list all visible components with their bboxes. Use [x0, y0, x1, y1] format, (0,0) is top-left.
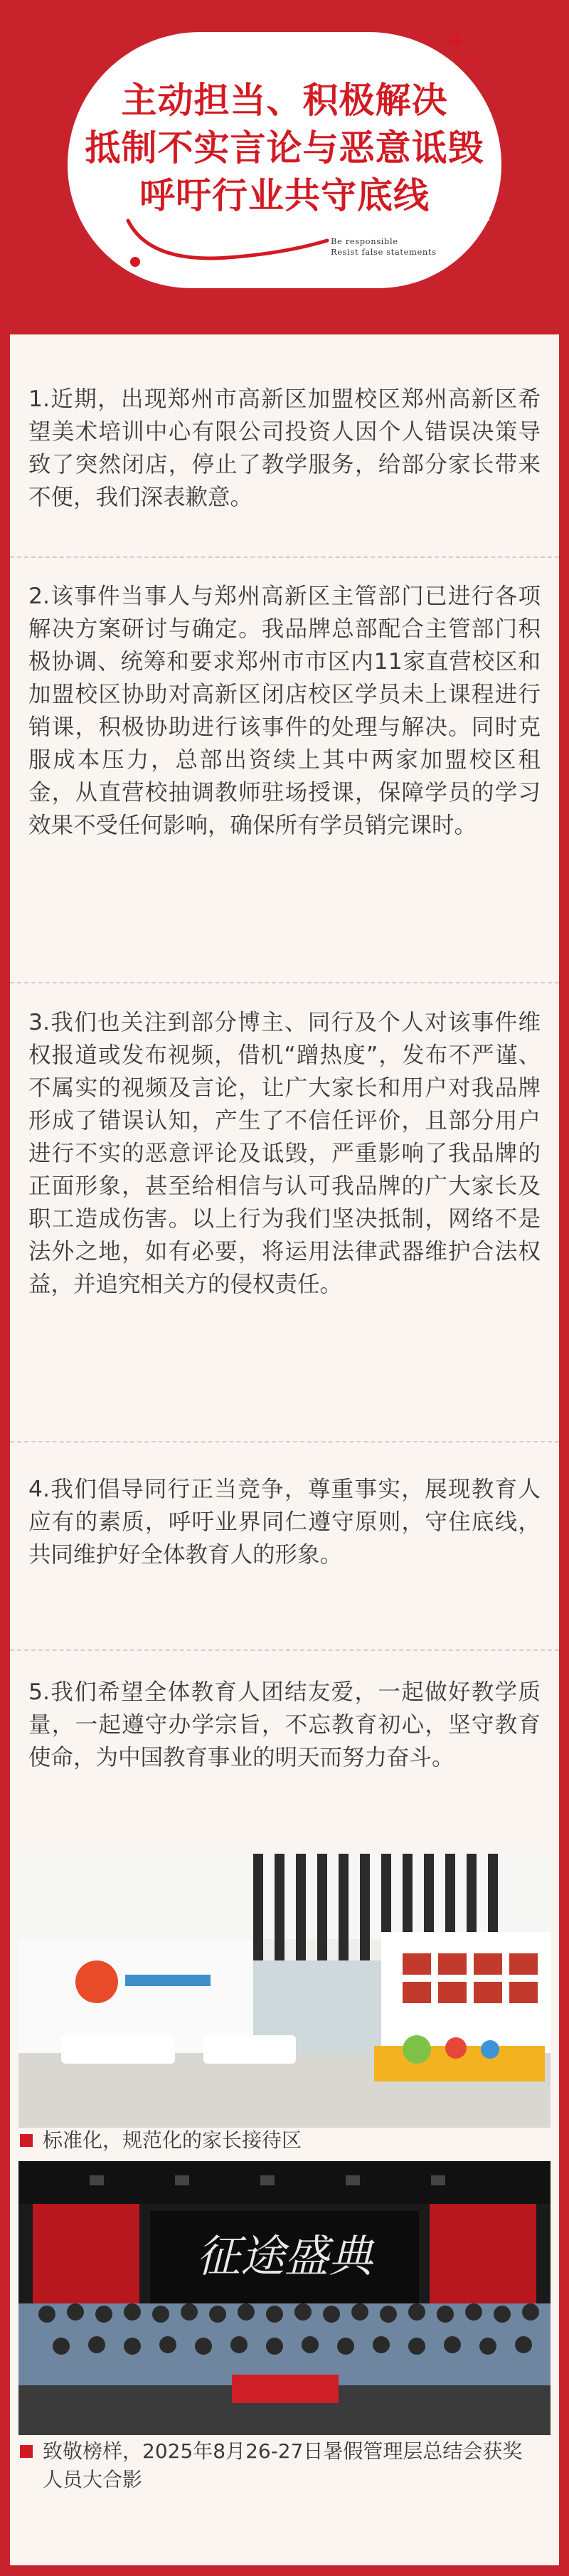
headline: [68, 77, 501, 220]
divider: [10, 1441, 559, 1442]
caption-marker-icon: [20, 2445, 33, 2458]
headline-line-2: 抵制不实言论与恶意诋毁: [85, 127, 484, 169]
paragraph-2: 2.该事件当事人与郑州高新区主管部门已进行各项解决方案研讨与确定。我品牌总部配合主管部门积极协调、统筹和要求郑州市市区内11家直营校区和加盟校区协助对高新区闭店校区学员未上课程进行销课，积极协助进行该事件的处理与解决。同时克服成本压力，总部出资续上其中两家加盟校区租金，从直营校抽调教师驻场授课，保障学员的学习效果不受任何影响，确保所有学员销完课时。: [28, 584, 541, 838]
caption-marker-icon: [20, 2134, 33, 2147]
header-banner: [0, 0, 569, 334]
reception-area-photo: [18, 1854, 551, 2128]
swoosh-decoration: [121, 213, 334, 278]
photo-caption-2: 致敬榜样，2025年8月26-27日暑假管理层总结会获奖人员大合影: [43, 2439, 523, 2491]
paragraph-1: 1.近期，出现郑州市高新区加盟校区郑州高新区希望美术培训中心有限公司投资人因个人错误决策导致了突然闭店，停止了教学服务，给部分家长带来不便，我们深表歉意。: [28, 386, 541, 510]
tagline-line-2: Resist false statements: [331, 247, 437, 257]
divider: [10, 1649, 559, 1651]
headline-line-1: 主动担当、积极解决: [121, 80, 448, 121]
headline-line-3: 呼吁行业共守底线: [139, 175, 430, 216]
divider: [10, 982, 559, 983]
paragraph-5: 5.我们希望全体教育人团结友爱，一起做好教学质量，一起遵守办学宗旨，不忘教育初心，坚守教育使命，为中国教育事业的明天而努力奋斗。: [28, 1679, 541, 1770]
sparkle-icon: [462, 56, 475, 68]
tagline-line-1: Be responsible: [331, 236, 398, 246]
paragraph-4: 4.我们倡导同行正当竞争，尊重事实，展现教育人应有的素质，呼吁业界同仁遵守原则，守住底线，共同维护好全体教育人的形象。: [28, 1477, 541, 1568]
divider: [10, 556, 559, 558]
stage-screen-text: 征途盛典: [196, 2230, 373, 2282]
paragraph-3: 3.我们也关注到部分博主、同行及个人对该事件维权报道或发布视频，借机“蹭热度”，发布不严谨、不属实的视频及言论，让广大家长和用户对我品牌形成了错误认知，产生了不信任评价，且部分用户进行不实的恶意评论及诋毁，严重影响了我品牌的正面形象，甚至给相信与认可我品牌的广大家长及职工造成伤害。以上行为我们坚决抵制，网络不是法外之地，如有必要，将运用法律武器维护合法权益，并追究相关方的侵权责任。: [28, 1010, 541, 1297]
tagline: [331, 236, 473, 258]
sparkle-icon: [445, 28, 470, 54]
group-photo: [18, 2161, 551, 2435]
photo-caption-1: 标准化，规范化的家长接待区: [43, 2128, 302, 2152]
